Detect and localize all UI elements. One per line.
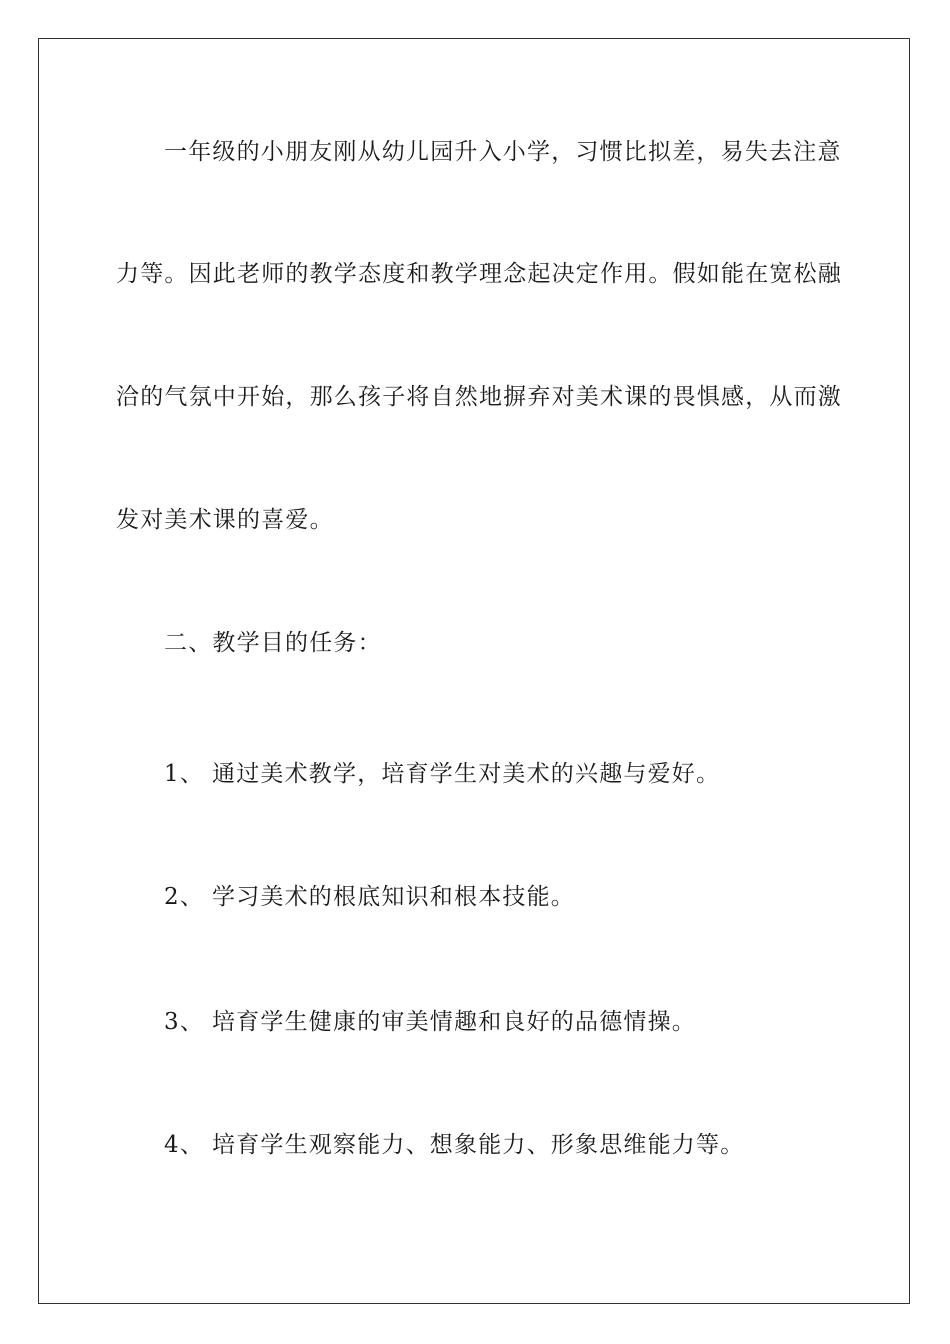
list-item-number: 3、	[164, 1009, 205, 1035]
list-item-number: 2、	[164, 884, 205, 910]
list-item-text: 培育学生健康的审美情趣和良好的品德情操。	[212, 1009, 696, 1035]
list-item	[164, 759, 884, 789]
list-item-number: 4、	[164, 1132, 205, 1158]
list-item-number: 1、	[164, 761, 205, 787]
list-item	[164, 1007, 884, 1037]
list-item-text: 学习美术的根底知识和根本技能。	[212, 884, 575, 910]
page-border	[38, 38, 910, 1304]
paragraph-line: 发对美术课的喜爱。	[116, 507, 334, 533]
list-item-text: 培育学生观察能力、想象能力、形象思维能力等。	[212, 1132, 745, 1158]
section-heading: 二、教学目的任务：	[164, 630, 382, 656]
paragraph-line: 洽的气氛中开始，那么孩子将自然地摒弃对美术课的畏惧感，从而激	[116, 384, 842, 410]
paragraph-line: 力等。因此老师的教学态度和教学理念起决定作用。假如能在宽松融	[116, 261, 842, 287]
list-item	[164, 882, 884, 912]
list-item-text: 通过美术教学，培育学生对美术的兴趣与爱好。	[212, 761, 721, 787]
paragraph-line: 一年级的小朋友刚从幼儿园升入小学，习惯比拟差，易失去注意	[164, 139, 842, 165]
list-item	[164, 1130, 884, 1160]
